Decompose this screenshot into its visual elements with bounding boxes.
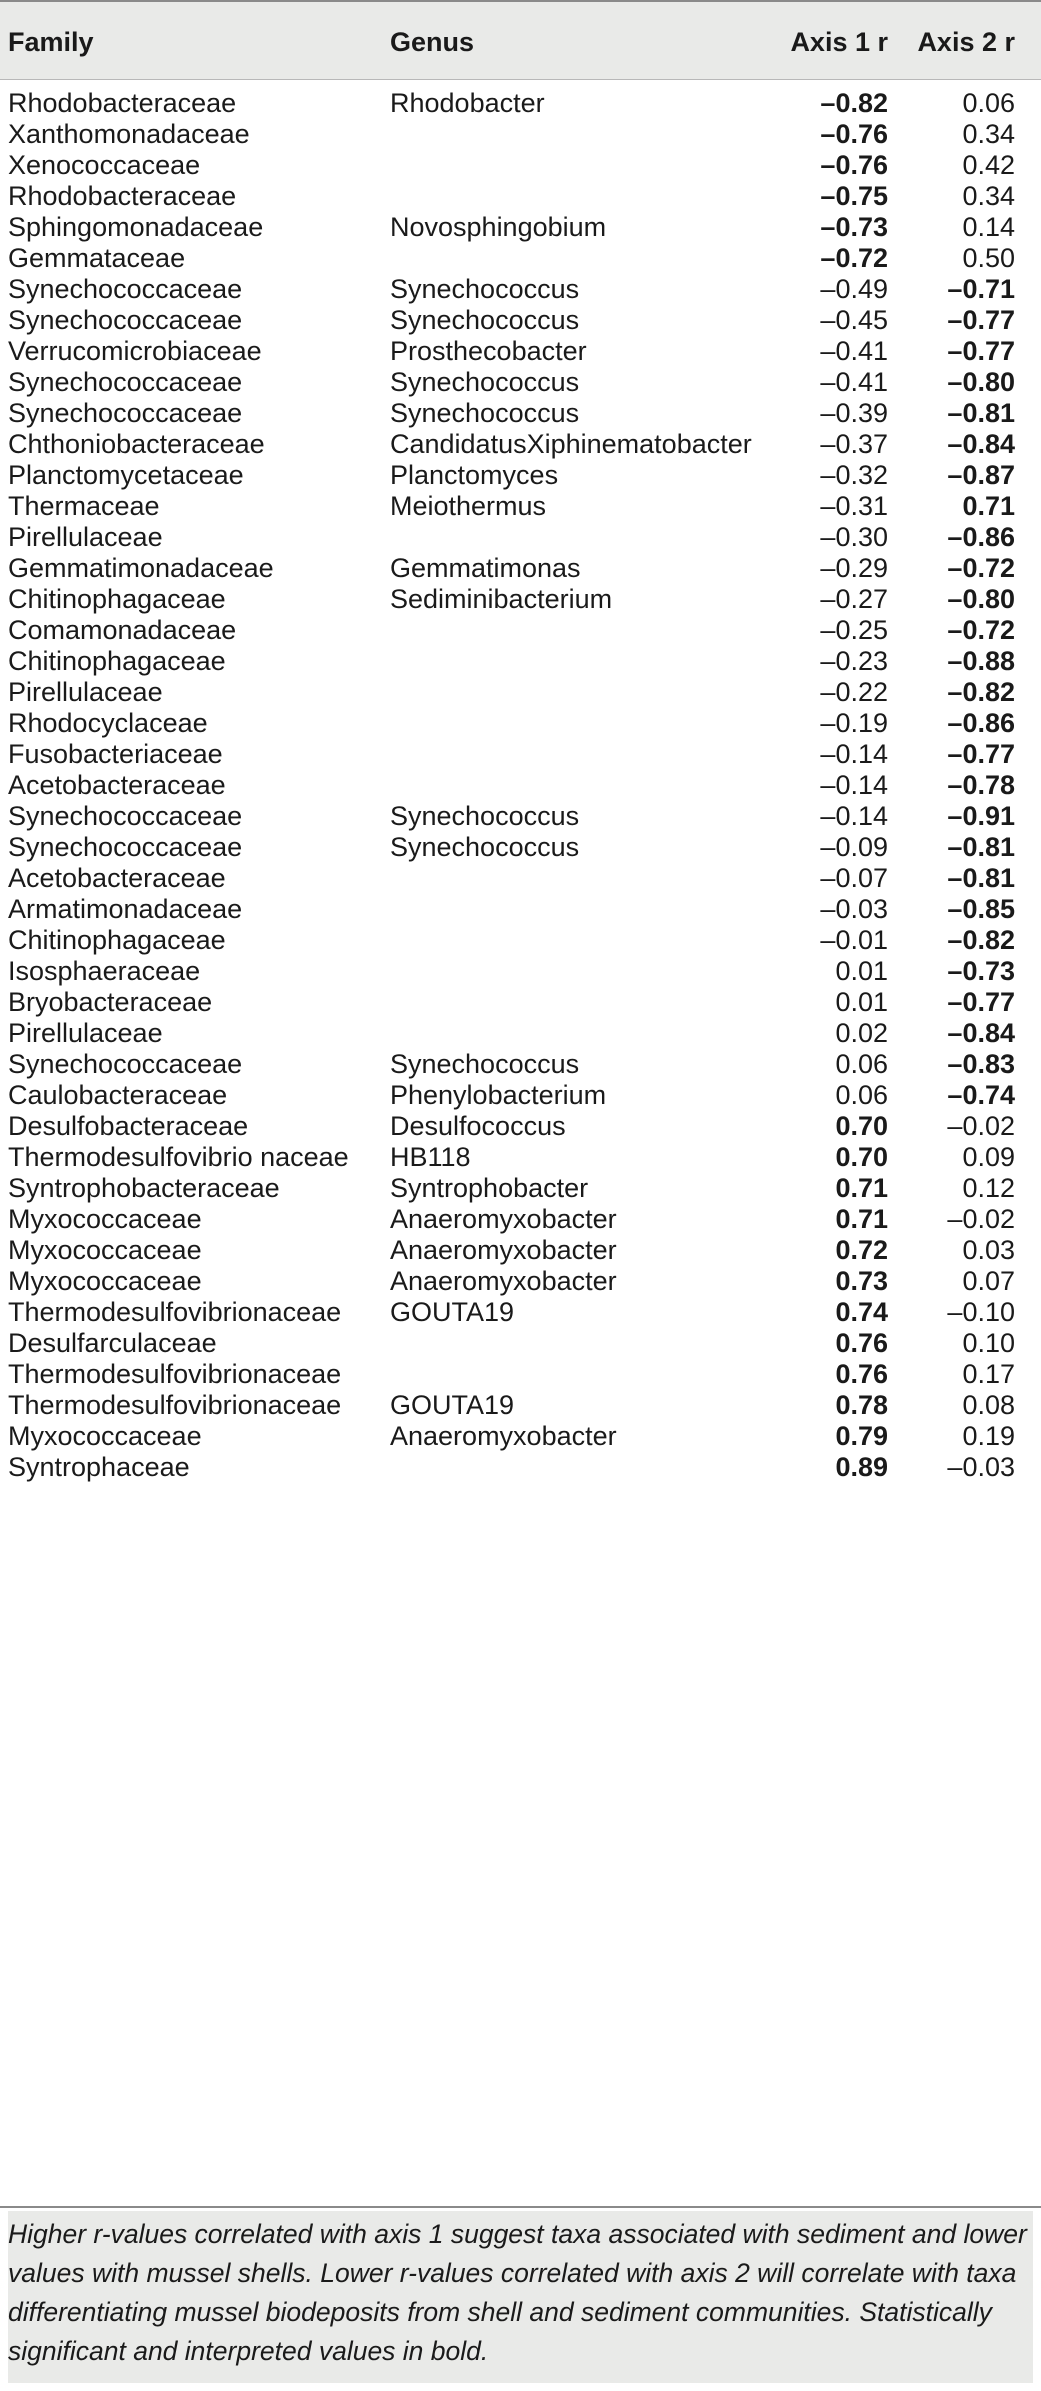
cell-axis1: 0.02 — [835, 1018, 888, 1048]
cell-axis2: –0.81 — [947, 832, 1015, 862]
cell-axis2: –0.78 — [947, 770, 1015, 800]
cell-family: Thermodesulfovibrio naceae — [8, 1142, 349, 1172]
table-row — [0, 583, 1041, 614]
footnote-text: Higher r-values correlated with axis 1 suggest taxa associated with sediment and lower values with mussel shells. Lower r-values correlated with axis 2 will correlate with taxa differentiating mussel biodeposits from shell and sediment communities. Statistically significant and interpreted values in bold. — [8, 2219, 1027, 2366]
cell-axis2: –0.77 — [947, 336, 1015, 366]
header-axis1: Axis 1 r — [790, 27, 888, 57]
cell-family: Chitinophagaceae — [8, 584, 226, 614]
cell-axis1: –0.30 — [820, 522, 888, 552]
cell-axis1: 0.76 — [835, 1328, 888, 1358]
cell-genus: Synechococcus — [390, 832, 580, 862]
cell-genus: Gemmatimonas — [390, 553, 581, 583]
table-row — [0, 738, 1041, 769]
header-family: Family — [8, 27, 94, 57]
cell-axis1: 0.71 — [835, 1204, 888, 1234]
cell-axis2: –0.80 — [947, 367, 1015, 397]
cell-family: Thermodesulfovibrionaceae — [8, 1359, 342, 1389]
cell-axis2: –0.83 — [947, 1049, 1015, 1079]
cell-family: Gemmatimonadaceae — [8, 553, 274, 583]
cell-axis2: –0.02 — [947, 1204, 1015, 1234]
table-row — [0, 893, 1041, 924]
cell-axis2: 0.08 — [962, 1390, 1015, 1420]
cell-axis1: –0.76 — [820, 150, 888, 180]
cell-axis2: –0.03 — [947, 1452, 1015, 1482]
cell-axis1: 0.06 — [835, 1080, 888, 1110]
cell-axis1: –0.01 — [820, 925, 888, 955]
table-row — [0, 552, 1041, 583]
table-row — [0, 831, 1041, 862]
cell-family: Rhodobacteraceae — [8, 88, 237, 118]
cell-family: Synechococcaceae — [8, 801, 243, 831]
cell-family: Xanthomonadaceae — [8, 119, 250, 149]
cell-axis2: –0.84 — [947, 1018, 1015, 1048]
cell-genus: Planctomyces — [390, 460, 559, 490]
table-row — [0, 180, 1041, 211]
cell-family: Pirellulaceae — [8, 522, 163, 552]
table-row — [0, 1172, 1041, 1203]
cell-family: Xenococcaceae — [8, 150, 201, 180]
table-row — [0, 490, 1041, 521]
cell-family: Gemmataceae — [8, 243, 186, 273]
cell-axis2: 0.03 — [962, 1235, 1015, 1265]
cell-family: Pirellulaceae — [8, 677, 163, 707]
cell-axis2: –0.84 — [947, 429, 1015, 459]
cell-axis1: –0.27 — [820, 584, 888, 614]
header-axis2: Axis 2 r — [917, 27, 1015, 57]
cell-axis2: –0.80 — [947, 584, 1015, 614]
table-row — [0, 273, 1041, 304]
cell-family: Acetobacteraceae — [8, 863, 226, 893]
table-row — [0, 1389, 1041, 1420]
cell-axis1: –0.37 — [820, 429, 888, 459]
cell-axis1: –0.19 — [820, 708, 888, 738]
cell-genus: Synechococcus — [390, 367, 580, 397]
table-bottom-rule — [0, 2206, 1041, 2208]
cell-axis2: 0.12 — [962, 1173, 1015, 1203]
cell-family: Caulobacteraceae — [8, 1080, 228, 1110]
table-row — [0, 1203, 1041, 1234]
cell-family: Myxococcaceae — [8, 1235, 202, 1265]
cell-axis2: –0.85 — [947, 894, 1015, 924]
cell-family: Planctomycetaceae — [8, 460, 244, 490]
cell-family: Synechococcaceae — [8, 367, 243, 397]
cell-family: Syntrophobacteraceae — [8, 1173, 280, 1203]
cell-family: Synechococcaceae — [8, 274, 243, 304]
table-row — [0, 1358, 1041, 1389]
header-genus: Genus — [390, 27, 475, 57]
cell-family: Thermaceae — [8, 491, 160, 521]
cell-axis1: –0.82 — [820, 88, 888, 118]
cell-axis2: –0.82 — [947, 925, 1015, 955]
cell-genus: Synechococcus — [390, 274, 580, 304]
table-row — [0, 1265, 1041, 1296]
cell-axis1: 0.70 — [835, 1142, 888, 1172]
cell-genus: Meiothermus — [390, 491, 547, 521]
cell-axis2: –0.77 — [947, 305, 1015, 335]
cell-family: Myxococcaceae — [8, 1266, 202, 1296]
cell-family: Chthoniobacteraceae — [8, 429, 265, 459]
cell-axis2: 0.07 — [962, 1266, 1015, 1296]
cell-genus: Prosthecobacter — [390, 336, 587, 366]
cell-axis1: 0.79 — [835, 1421, 888, 1451]
cell-axis1: –0.31 — [820, 491, 888, 521]
cell-axis1: –0.32 — [820, 460, 888, 490]
cell-family: Synechococcaceae — [8, 832, 243, 862]
cell-axis1: –0.29 — [820, 553, 888, 583]
cell-family: Acetobacteraceae — [8, 770, 226, 800]
cell-axis1: –0.09 — [820, 832, 888, 862]
cell-genus: GOUTA19 — [390, 1390, 515, 1420]
table-row — [0, 428, 1041, 459]
table-row — [0, 304, 1041, 335]
cell-family: Synechococcaceae — [8, 1049, 243, 1079]
cell-axis2: 0.19 — [962, 1421, 1015, 1451]
table-row — [0, 335, 1041, 366]
cell-family: Bryobacteraceae — [8, 987, 213, 1017]
cell-axis2: –0.10 — [947, 1297, 1015, 1327]
table-footnote — [8, 2211, 1033, 2383]
table-row — [0, 1017, 1041, 1048]
cell-family: Pirellulaceae — [8, 1018, 163, 1048]
cell-axis1: 0.01 — [835, 956, 888, 986]
cell-genus: Syntrophobacter — [390, 1173, 589, 1203]
cell-genus: Synechococcus — [390, 801, 580, 831]
cell-axis2: 0.14 — [962, 212, 1015, 242]
table-row — [0, 1048, 1041, 1079]
cell-axis1: –0.41 — [820, 336, 888, 366]
table-row — [0, 397, 1041, 428]
cell-genus: Sediminibacterium — [390, 584, 613, 614]
cell-axis1: –0.73 — [820, 212, 888, 242]
cell-axis1: 0.73 — [835, 1266, 888, 1296]
cell-axis1: –0.23 — [820, 646, 888, 676]
cell-axis2: 0.50 — [962, 243, 1015, 273]
cell-axis1: –0.76 — [820, 119, 888, 149]
cell-axis2: –0.02 — [947, 1111, 1015, 1141]
cell-family: Thermodesulfovibrionaceae — [8, 1297, 342, 1327]
table-row — [0, 769, 1041, 800]
cell-axis2: –0.88 — [947, 646, 1015, 676]
cell-genus: Anaeromyxobacter — [390, 1235, 617, 1265]
table-row — [0, 955, 1041, 986]
cell-axis2: –0.77 — [947, 987, 1015, 1017]
cell-family: Syntrophaceae — [8, 1452, 190, 1482]
table-row — [0, 521, 1041, 552]
cell-axis2: –0.87 — [947, 460, 1015, 490]
cell-axis1: 0.78 — [835, 1390, 888, 1420]
cell-axis1: –0.39 — [820, 398, 888, 428]
cell-axis2: –0.81 — [947, 398, 1015, 428]
table-row — [0, 118, 1041, 149]
cell-axis1: –0.07 — [820, 863, 888, 893]
cell-axis1: –0.14 — [820, 801, 888, 831]
cell-family: Fusobacteriaceae — [8, 739, 223, 769]
cell-axis1: –0.22 — [820, 677, 888, 707]
table-row — [0, 87, 1041, 118]
cell-family: Synechococcaceae — [8, 398, 243, 428]
table-row — [0, 459, 1041, 490]
table-row — [0, 242, 1041, 273]
cell-family: Armatimonadaceae — [8, 894, 243, 924]
cell-axis2: 0.71 — [962, 491, 1015, 521]
cell-axis1: 0.01 — [835, 987, 888, 1017]
cell-genus: Anaeromyxobacter — [390, 1266, 617, 1296]
cell-axis2: –0.73 — [947, 956, 1015, 986]
cell-axis2: 0.42 — [962, 150, 1015, 180]
cell-axis2: 0.34 — [962, 119, 1015, 149]
table-row — [0, 1110, 1041, 1141]
cell-axis2: 0.09 — [962, 1142, 1015, 1172]
table-row — [0, 676, 1041, 707]
cell-axis2: –0.72 — [947, 553, 1015, 583]
cell-axis1: 0.71 — [835, 1173, 888, 1203]
cell-axis1: 0.72 — [835, 1235, 888, 1265]
cell-axis1: –0.72 — [820, 243, 888, 273]
table-row — [0, 707, 1041, 738]
cell-family: Verrucomicrobiaceae — [8, 336, 262, 366]
table-header-row — [0, 0, 1041, 80]
cell-family: Rhodocyclaceae — [8, 708, 208, 738]
cell-axis1: –0.14 — [820, 770, 888, 800]
table-row — [0, 211, 1041, 242]
cell-axis1: –0.25 — [820, 615, 888, 645]
cell-genus: Desulfococcus — [390, 1111, 566, 1141]
cell-family: Sphingomonadaceae — [8, 212, 264, 242]
cell-genus: Synechococcus — [390, 305, 580, 335]
cell-family: Desulfobacteraceae — [8, 1111, 249, 1141]
table-row — [0, 1234, 1041, 1265]
cell-genus: CandidatusXiphinematobacter — [390, 429, 752, 459]
cell-genus: HB118 — [390, 1142, 471, 1172]
table-row — [0, 986, 1041, 1017]
table-row — [0, 924, 1041, 955]
table-row — [0, 1420, 1041, 1451]
cell-axis1: 0.76 — [835, 1359, 888, 1389]
table-row — [0, 1327, 1041, 1358]
cell-genus: Anaeromyxobacter — [390, 1421, 617, 1451]
cell-axis2: –0.82 — [947, 677, 1015, 707]
cell-axis2: –0.71 — [947, 274, 1015, 304]
cell-axis1: 0.89 — [835, 1452, 888, 1482]
cell-axis2: –0.74 — [947, 1080, 1015, 1110]
table-row — [0, 1451, 1041, 1482]
table-row — [0, 149, 1041, 180]
cell-axis2: –0.86 — [947, 708, 1015, 738]
table-row — [0, 862, 1041, 893]
cell-family: Isosphaeraceae — [8, 956, 201, 986]
cell-family: Comamonadaceae — [8, 615, 237, 645]
cell-family: Chitinophagaceae — [8, 646, 226, 676]
table-row — [0, 645, 1041, 676]
cell-axis2: –0.91 — [947, 801, 1015, 831]
table-row — [0, 614, 1041, 645]
cell-axis1: 0.70 — [835, 1111, 888, 1141]
cell-axis2: –0.86 — [947, 522, 1015, 552]
cell-axis2: –0.77 — [947, 739, 1015, 769]
cell-axis1: –0.14 — [820, 739, 888, 769]
cell-genus: GOUTA19 — [390, 1297, 515, 1327]
cell-genus: Rhodobacter — [390, 88, 545, 118]
cell-genus: Anaeromyxobacter — [390, 1204, 617, 1234]
cell-family: Chitinophagaceae — [8, 925, 226, 955]
cell-axis2: 0.34 — [962, 181, 1015, 211]
cell-family: Myxococcaceae — [8, 1204, 202, 1234]
cell-genus: Novosphingobium — [390, 212, 607, 242]
table-row — [0, 1141, 1041, 1172]
cell-axis1: –0.75 — [820, 181, 888, 211]
cell-genus: Synechococcus — [390, 1049, 580, 1079]
cell-axis1: –0.41 — [820, 367, 888, 397]
cell-axis1: –0.45 — [820, 305, 888, 335]
cell-axis2: 0.17 — [962, 1359, 1015, 1389]
cell-family: Rhodobacteraceae — [8, 181, 237, 211]
cell-genus: Synechococcus — [390, 398, 580, 428]
cell-axis1: 0.74 — [835, 1297, 888, 1327]
cell-axis2: 0.06 — [962, 88, 1015, 118]
cell-axis1: –0.03 — [820, 894, 888, 924]
cell-family: Desulfarculaceae — [8, 1328, 217, 1358]
cell-family: Thermodesulfovibrionaceae — [8, 1390, 342, 1420]
cell-genus: Phenylobacterium — [390, 1080, 607, 1110]
table-row — [0, 366, 1041, 397]
cell-axis2: 0.10 — [962, 1328, 1015, 1358]
cell-axis1: 0.06 — [835, 1049, 888, 1079]
cell-axis1: –0.49 — [820, 274, 888, 304]
cell-family: Myxococcaceae — [8, 1421, 202, 1451]
cell-family: Synechococcaceae — [8, 305, 243, 335]
table-row — [0, 800, 1041, 831]
table-row — [0, 1296, 1041, 1327]
cell-axis2: –0.72 — [947, 615, 1015, 645]
table-row — [0, 1079, 1041, 1110]
cell-axis2: –0.81 — [947, 863, 1015, 893]
